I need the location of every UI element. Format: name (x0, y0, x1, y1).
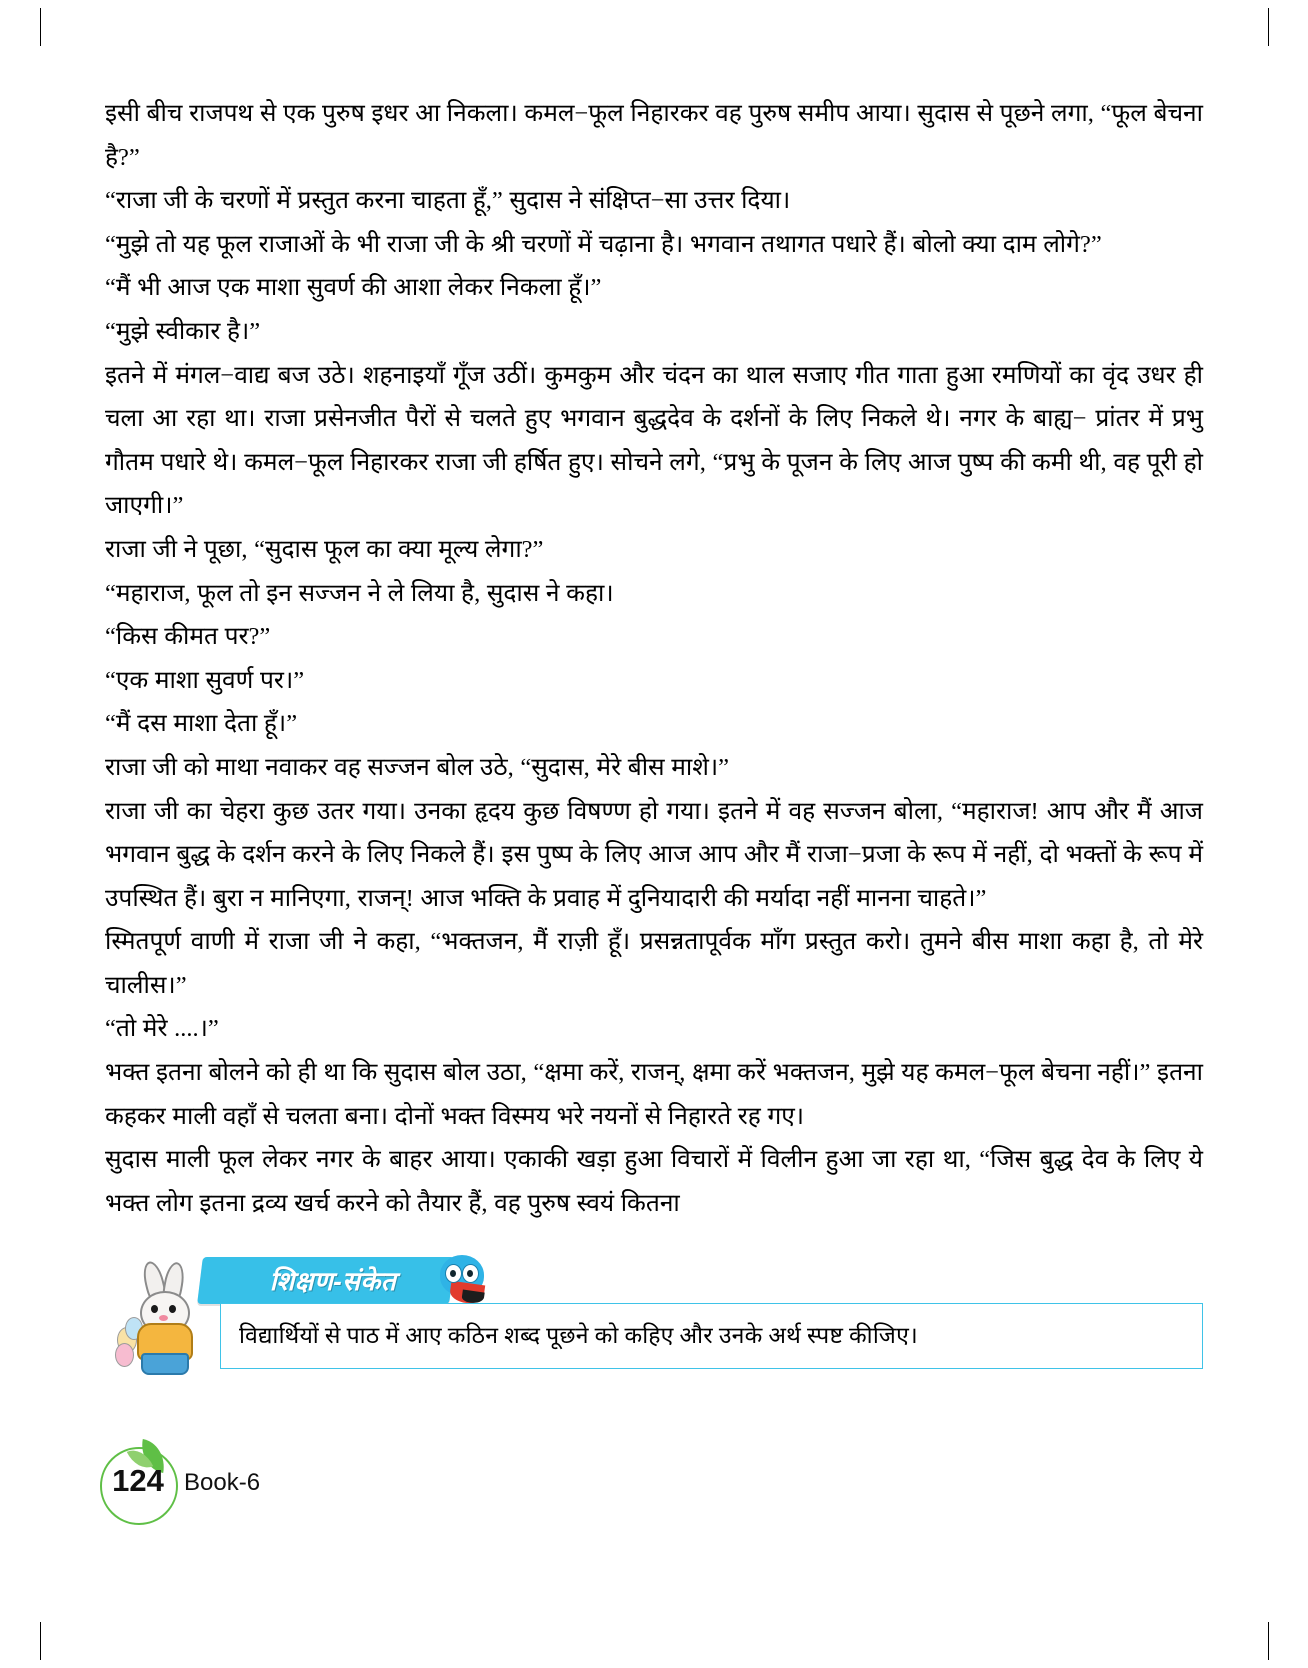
paragraph: “महाराज, फूल तो इन सज्जन ने ले लिया है, सुदास ने कहा। (105, 579, 614, 607)
page-footer (100, 1447, 500, 1527)
paragraph: इतने में मंगल−वाद्य बज उठे। शहनाइयाँ गूँज उठीं। कुमकुम और चंदन का थाल सजाए गीत गाता हुआ रमणियों का वृंद उधर ही चला आ रहा था। राजा प्रसेनजीत पैरों से चलते हुए भगवान बुद्धदेव के दर्शनों के लिए निकले थे। नगर के बाह्य− प्रांतर में प्रभु गौतम पधारे थे। कमल−फूल निहारकर राजा जी हर्षित हुए। सोचने लगे, “प्रभु के पूजन के लिए आज पुष्प की कमी थी, वह पूरी हो जाएगी।” (105, 361, 1203, 520)
paragraph: “किस कीमत पर?” (105, 623, 271, 651)
crop-mark-bottom-left-vertical (40, 1622, 41, 1660)
teaching-hint-title: शिक्षण-संकेत (269, 1266, 397, 1296)
paragraph: इसी बीच राजपथ से एक पुरुष इधर आ निकला। कमल−फूल निहारकर वह पुरुष समीप आया। सुदास से पूछने लगा, “फूल बेचना है?” (105, 100, 1203, 171)
page-body-text (105, 92, 1203, 1225)
paragraph: “तो मेरे ....।” (105, 1015, 219, 1043)
paragraph: “मैं भी आज एक माशा सुवर्ण की आशा लेकर निकला हूँ।” (105, 274, 602, 302)
paragraph: राजा जी ने पूछा, “सुदास फूल का क्या मूल्य लेगा?” (105, 535, 544, 563)
paragraph: “एक माशा सुवर्ण पर।” (105, 666, 305, 694)
paragraph: “राजा जी के चरणों में प्रस्तुत करना चाहता हूँ,” सुदास ने संक्षिप्त−सा उत्तर दिया। (105, 187, 791, 215)
crop-mark-top-left-vertical (40, 8, 41, 46)
paragraph: “मुझे स्वीकार है।” (105, 317, 261, 345)
page-number: 124 (112, 1463, 164, 1498)
paragraph: राजा जी का चेहरा कुछ उतर गया। उनका हृदय कुछ विषण्ण हो गया। इतने में वह सज्जन बोला, “महाराज! आप और मैं आज भगवान बुद्ध के दर्शन करने के लिए निकले हैं। इस पुष्प के लिए आज आप और मैं राजा−प्रजा के रूप में नहीं, दो भक्तों के रूप में उपस्थित हैं। बुरा न मानिएगा, राजन्! आज भक्ति के प्रवाह में दुनियादारी की मर्यादा नहीं मानना चाहते।” (105, 797, 1203, 912)
teaching-hint-box (220, 1303, 1203, 1369)
rabbit-mascot-icon (115, 1261, 207, 1371)
book-label: Book-6 (184, 1469, 261, 1496)
paragraph: स्मितपूर्ण वाणी में राजा जी ने कहा, “भक्तजन, मैं राज़ी हूँ। प्रसन्नतापूर्वक माँग प्रस्तुत करो। तुमने बीस माशा कहा है, तो मेरे चालीस।” (105, 928, 1203, 999)
paragraph: राजा जी को माथा नवाकर वह सज्जन बोल उठे, “सुदास, मेरे बीस माशे।” (105, 753, 730, 781)
paragraph: भक्त इतना बोलने को ही था कि सुदास बोल उठा, “क्षमा करें, राजन्, क्षमा करें भक्तजन, मुझे यह कमल−फूल बेचना नहीं।” इतना कहकर माली वहाँ से चलता बना। दोनों भक्त विस्मय भरे नयनों से निहारते रह गए। (105, 1059, 1203, 1130)
crop-mark-top-right-vertical (1268, 8, 1269, 46)
crop-mark-bottom-right-vertical (1268, 1622, 1269, 1660)
teaching-hint-text: विद्यार्थियों से पाठ में आए कठिन शब्द पूछने को कहिए और उनके अर्थ स्पष्ट कीजिए। (239, 1323, 918, 1348)
paragraph: “मैं दस माशा देता हूँ।” (105, 710, 298, 738)
teaching-hint-block (105, 1253, 1203, 1371)
paragraph: सुदास माली फूल लेकर नगर के बाहर आया। एकाकी खड़ा हुआ विचारों में विलीन हुआ जा रहा था, “जिस बुद्ध देव के लिए ये भक्त लोग इतना द्रव्य खर्च करने को तैयार हैं, वह पुरुष स्वयं कितना (105, 1146, 1203, 1217)
paragraph: “मुझे तो यह फूल राजाओं के भी राजा जी के श्री चरणों में चढ़ाना है। भगवान तथागत पधारे हैं। बोलो क्या दाम लोगे?” (105, 230, 1102, 258)
